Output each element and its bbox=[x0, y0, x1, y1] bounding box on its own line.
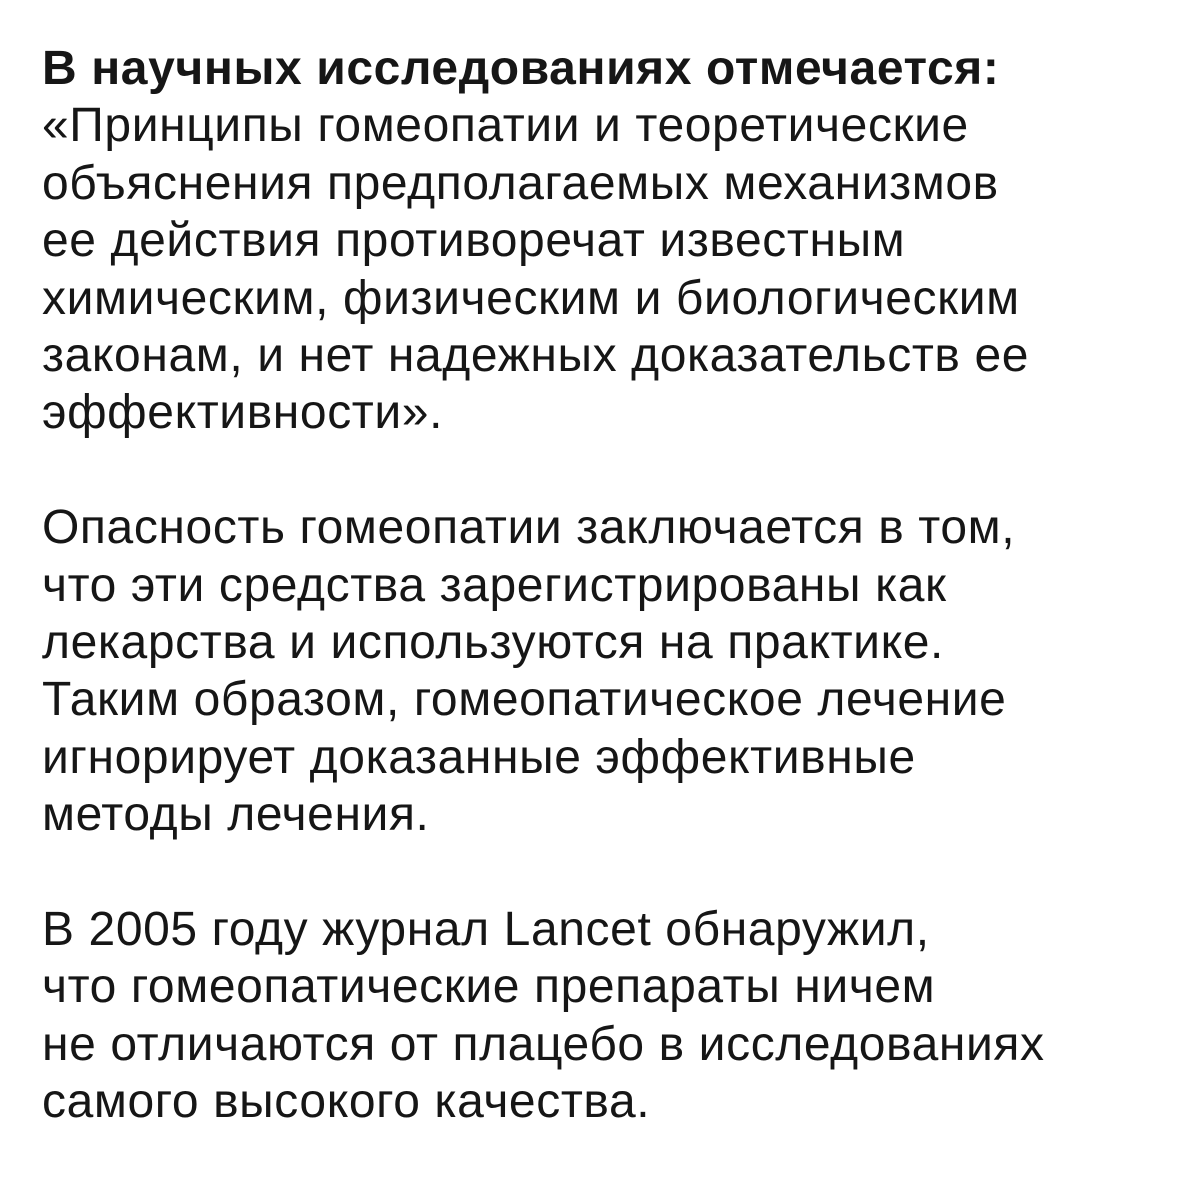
text-line: игнорирует доказанные эффективные bbox=[42, 730, 916, 784]
text-line: Опасность гомеопатии заключается в том, bbox=[42, 501, 1016, 555]
danger-paragraph bbox=[42, 499, 1142, 843]
text-line: законам, и нет надежных доказательств ее bbox=[42, 329, 1030, 383]
text-line: В 2005 году журнал Lancet обнаружил, bbox=[42, 903, 930, 957]
text-line: объяснения предполагаемых механизмов bbox=[42, 156, 999, 210]
text-line: Таким образом, гомеопатическое лечение bbox=[42, 673, 1007, 727]
text-line: лекарства и используются на практике. bbox=[42, 616, 944, 670]
lancet-paragraph bbox=[42, 901, 1142, 1131]
text-line: что эти средства зарегистрированы как bbox=[42, 558, 947, 612]
text-line: не отличаются от плацебо в исследованиях bbox=[42, 1017, 1045, 1071]
paragraph-spacer bbox=[42, 844, 1142, 901]
text-document bbox=[42, 40, 1142, 1131]
text-line: химическим, физическим и биологическим bbox=[42, 271, 1020, 325]
text-line: самого высокого качества. bbox=[42, 1075, 651, 1129]
quote-paragraph bbox=[42, 40, 1142, 442]
paragraph-spacer bbox=[42, 442, 1142, 499]
text-line: «Принципы гомеопатии и теоретические bbox=[42, 99, 969, 153]
text-line: что гомеопатические препараты ничем bbox=[42, 960, 936, 1014]
text-line: методы лечения. bbox=[42, 788, 430, 842]
text-line: ее действия противоречат известным bbox=[42, 214, 906, 268]
section-heading: В научных исследованиях отмечается: bbox=[42, 42, 1000, 95]
text-line: эффективности». bbox=[42, 386, 444, 440]
